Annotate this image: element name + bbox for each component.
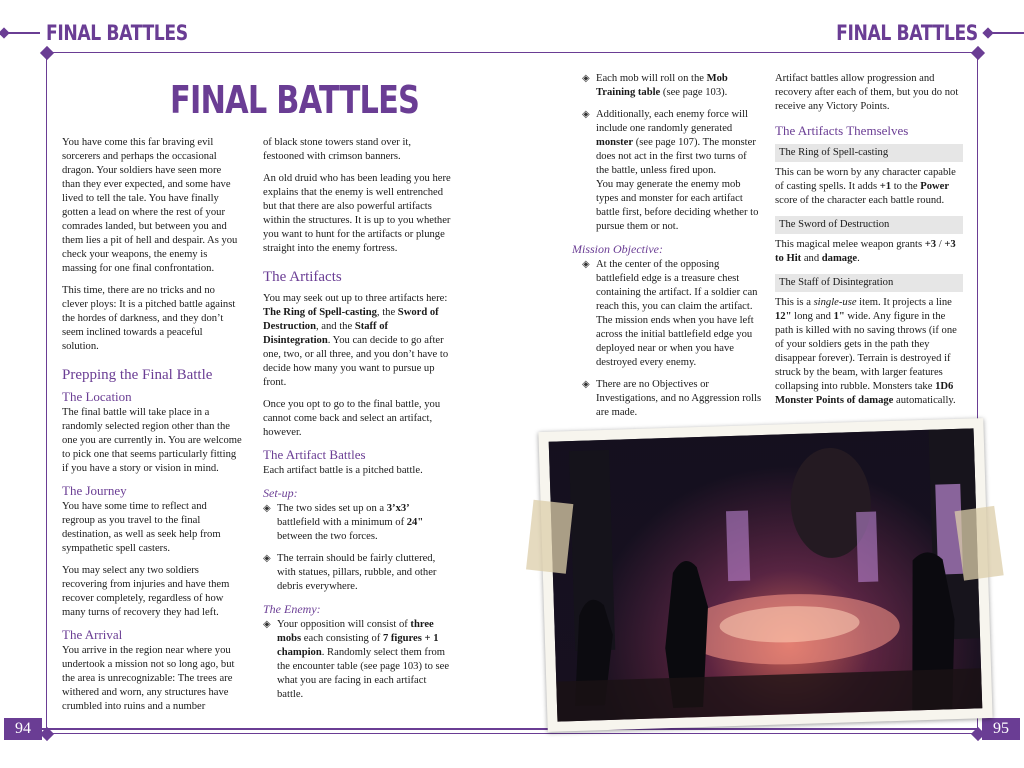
header-title-right: FINAL BATTLES [836, 21, 978, 45]
diamond-bullet-icon: ◈ [582, 73, 590, 84]
text: Each mob will roll on the [596, 73, 707, 84]
paragraph: of black stone towers stand over it, festooned with crimson banners. [263, 137, 411, 162]
text: score of the character each battle round. [775, 195, 945, 206]
page-number-left: 94 [4, 718, 42, 740]
value: Power [920, 181, 950, 192]
paragraph [263, 292, 451, 390]
text: , and the [315, 321, 355, 332]
text: Additionally, each enemy force will include one randomly generated [596, 109, 748, 134]
paragraph: You arrive in the region near where you undertook a mission not so long ago, but the area is unrecognizable: The trees are withered and worn, any structures have crumbled into ruins and a number [62, 645, 235, 712]
text: , the [376, 307, 398, 318]
value: 1D6 Monster Points of damage [775, 381, 954, 406]
artifact-name: Staff of Disintegration [263, 321, 389, 346]
header-title-left: FINAL BATTLES [46, 21, 188, 45]
diamond-bullet-icon: ◈ [582, 259, 590, 270]
artifact-name: The Ring of Spell-casting [263, 307, 377, 318]
value: +3 [924, 239, 937, 250]
text: between the two forces. [277, 531, 378, 542]
list-item [582, 72, 762, 100]
text: . [857, 253, 860, 264]
text: Your opposition will consist of [277, 619, 411, 630]
paragraph: You have some time to reflect and regroup as you travel to the final destination, as well as seek help from sympathetic spell casters. [62, 501, 221, 554]
paragraph [775, 238, 963, 266]
diamond-bullet-icon: ◈ [582, 109, 590, 120]
text: This can be worn by any character capable of casting spells. It adds [775, 167, 956, 192]
battle-illustration [538, 418, 992, 732]
list-item [263, 552, 451, 594]
diamond-bullet-icon: ◈ [263, 553, 271, 564]
text: each consisting of [301, 633, 383, 644]
paragraph [775, 296, 963, 408]
subsection-heading: The Artifact Battles [263, 447, 366, 462]
list-item [582, 108, 762, 234]
battle-scene-art [549, 428, 983, 721]
text: This magical melee weapon grants [775, 239, 925, 250]
page-number-right: 95 [982, 718, 1020, 740]
text: You may seek out up to three artifacts here: [263, 293, 448, 304]
column-1 [62, 136, 242, 722]
list-item-text [277, 502, 451, 544]
list-item-text [596, 108, 762, 234]
value: +1 [879, 181, 892, 192]
value: 1" [833, 311, 845, 322]
list-item-text: There are no Objectives or Investigations, and no Aggression rolls are made. [596, 379, 762, 418]
intro-paragraph: This time, there are no tricks and no clever ploys: It is a pitched battle against the hordes of darkness, and they don’t seem inclined towards a peaceful solution. [62, 285, 236, 352]
paragraph: Once you opt to go to the final battle, you cannot come back and select an artifact, however. [263, 399, 441, 438]
text: . Randomly select them from the encounter table (see page 103) to see what you are facing in each artifact battle. [277, 647, 450, 700]
text: wide. Any figure in the path is killed with no saving throws (if one of your soldiers gets in the path they disappear forever). Terrain is destroyed if struck by the beam, with larger features collapsing into rubble. Monsters take [775, 311, 957, 392]
diamond-bullet-icon: ◈ [263, 503, 271, 514]
column-3 [572, 72, 762, 428]
list-item [263, 618, 451, 702]
rule-heading: Set-up: [263, 486, 298, 500]
list-item-text: The terrain should be fairly cluttered, with statues, pillars, rubble, and other debris everywhere. [277, 553, 437, 592]
diamond-bullet-icon: ◈ [582, 379, 590, 390]
column-2 [263, 136, 451, 710]
artifact-name: Sword of Destruction [263, 307, 439, 332]
artifact-heading: The Sword of Destruction [775, 216, 963, 234]
section-heading: Prepping the Final Battle [62, 367, 213, 383]
list-item [263, 502, 451, 544]
value: three mobs [277, 619, 434, 644]
header-left [0, 18, 219, 48]
value: damage [821, 253, 858, 264]
subsection-heading: The Location [62, 389, 132, 404]
text: item. It projects a line [856, 297, 952, 308]
text: to the [891, 181, 921, 192]
paragraph: The final battle will take place in a randomly selected region other than the one you are currently in. You are welcome to pick one that seems particularly fitting if you have a story or vision in mind. [62, 407, 242, 474]
column-4 [775, 72, 963, 416]
value: 12" [775, 311, 792, 322]
list-item-text [596, 72, 762, 100]
list-item [582, 378, 762, 420]
value: Mob Training table [596, 73, 728, 98]
section-heading: The Artifacts [263, 269, 342, 285]
text: battlefield with a minimum of [277, 517, 407, 528]
paragraph: Artifact battles allow progression and recovery after each of them, but you do not receive any Victory Points. [775, 73, 959, 112]
paragraph: An old druid who has been leading you here explains that the enemy is well entrenched but that there are also powerful artifacts within the structures. It is up to you whether you want to hunt for the artifacts or plunge straight into the enemy fortress. [263, 173, 451, 254]
emphasis: single-use [813, 297, 857, 308]
text: and [801, 253, 822, 264]
list-item-text [277, 618, 451, 702]
text: This is a [775, 297, 814, 308]
list-item [582, 258, 762, 370]
value: 3’x3’ [386, 503, 410, 514]
footer-line [42, 728, 978, 730]
page-title: FINAL BATTLES [170, 78, 420, 122]
text: long and [791, 311, 834, 322]
paragraph: You may select any two soldiers recovering from injuries and have them recover completely, regardless of how many turns of recovery they had left. [62, 565, 230, 618]
text: automatically. [893, 395, 956, 406]
paragraph: Each artifact battle is a pitched battle. [263, 465, 423, 476]
value: +3 to Hit [775, 239, 956, 264]
subsection-heading: The Artifacts Themselves [775, 123, 909, 138]
rule-heading: Mission Objective: [572, 242, 663, 256]
text: You may generate the enemy mob types and monster for each artifact battle first, before deciding whether to pursue them or not. [596, 179, 759, 232]
tape-strip [955, 506, 1004, 581]
text: The two sides set up on a [277, 503, 387, 514]
diamond-bullet-icon: ◈ [263, 619, 271, 630]
header-right [805, 18, 1024, 48]
intro-paragraph: You have come this far braving evil sorcerers and perhaps the occasional dragon. Your soldiers have seen more than they ever expected, and some have lived to tell the tale. You have finally gotten a lead on where the rest of your comrades landed, but between you and them lies a pit of hell and despair. As you check your weapons, the enemy is massing for one final confrontation. [62, 137, 238, 274]
tape-strip [526, 500, 573, 574]
value: monster [596, 137, 634, 148]
battle-scene-image [549, 428, 983, 721]
text: (see page 107). The monster does not act in the first two turns of the battle, unless fired upon. [596, 137, 756, 176]
value: 7 figures + 1 champion [277, 633, 439, 658]
rule-heading: The Enemy: [263, 602, 321, 616]
artifact-heading: The Ring of Spell-casting [775, 144, 963, 162]
text: / [936, 239, 945, 250]
subsection-heading: The Arrival [62, 627, 123, 642]
text: (see page 103). [660, 87, 728, 98]
header-ornament [984, 32, 1024, 34]
value: 24" [406, 517, 424, 528]
text: . You can decide to go after one, two, or all three, and you don’t have to decide how many you want to pursue up front. [263, 335, 449, 388]
paragraph [775, 166, 963, 208]
header-ornament [0, 32, 40, 34]
artifact-heading: The Staff of Disintegration [775, 274, 963, 292]
subsection-heading: The Journey [62, 483, 127, 498]
list-item-text: At the center of the opposing battlefield edge is a treasure chest containing the artifact. If a soldier can reach this, you can claim the artifact. The mission ends when you have left across the initial battlefield edge you deployed near or when you have destroyed every enemy. [596, 259, 758, 368]
